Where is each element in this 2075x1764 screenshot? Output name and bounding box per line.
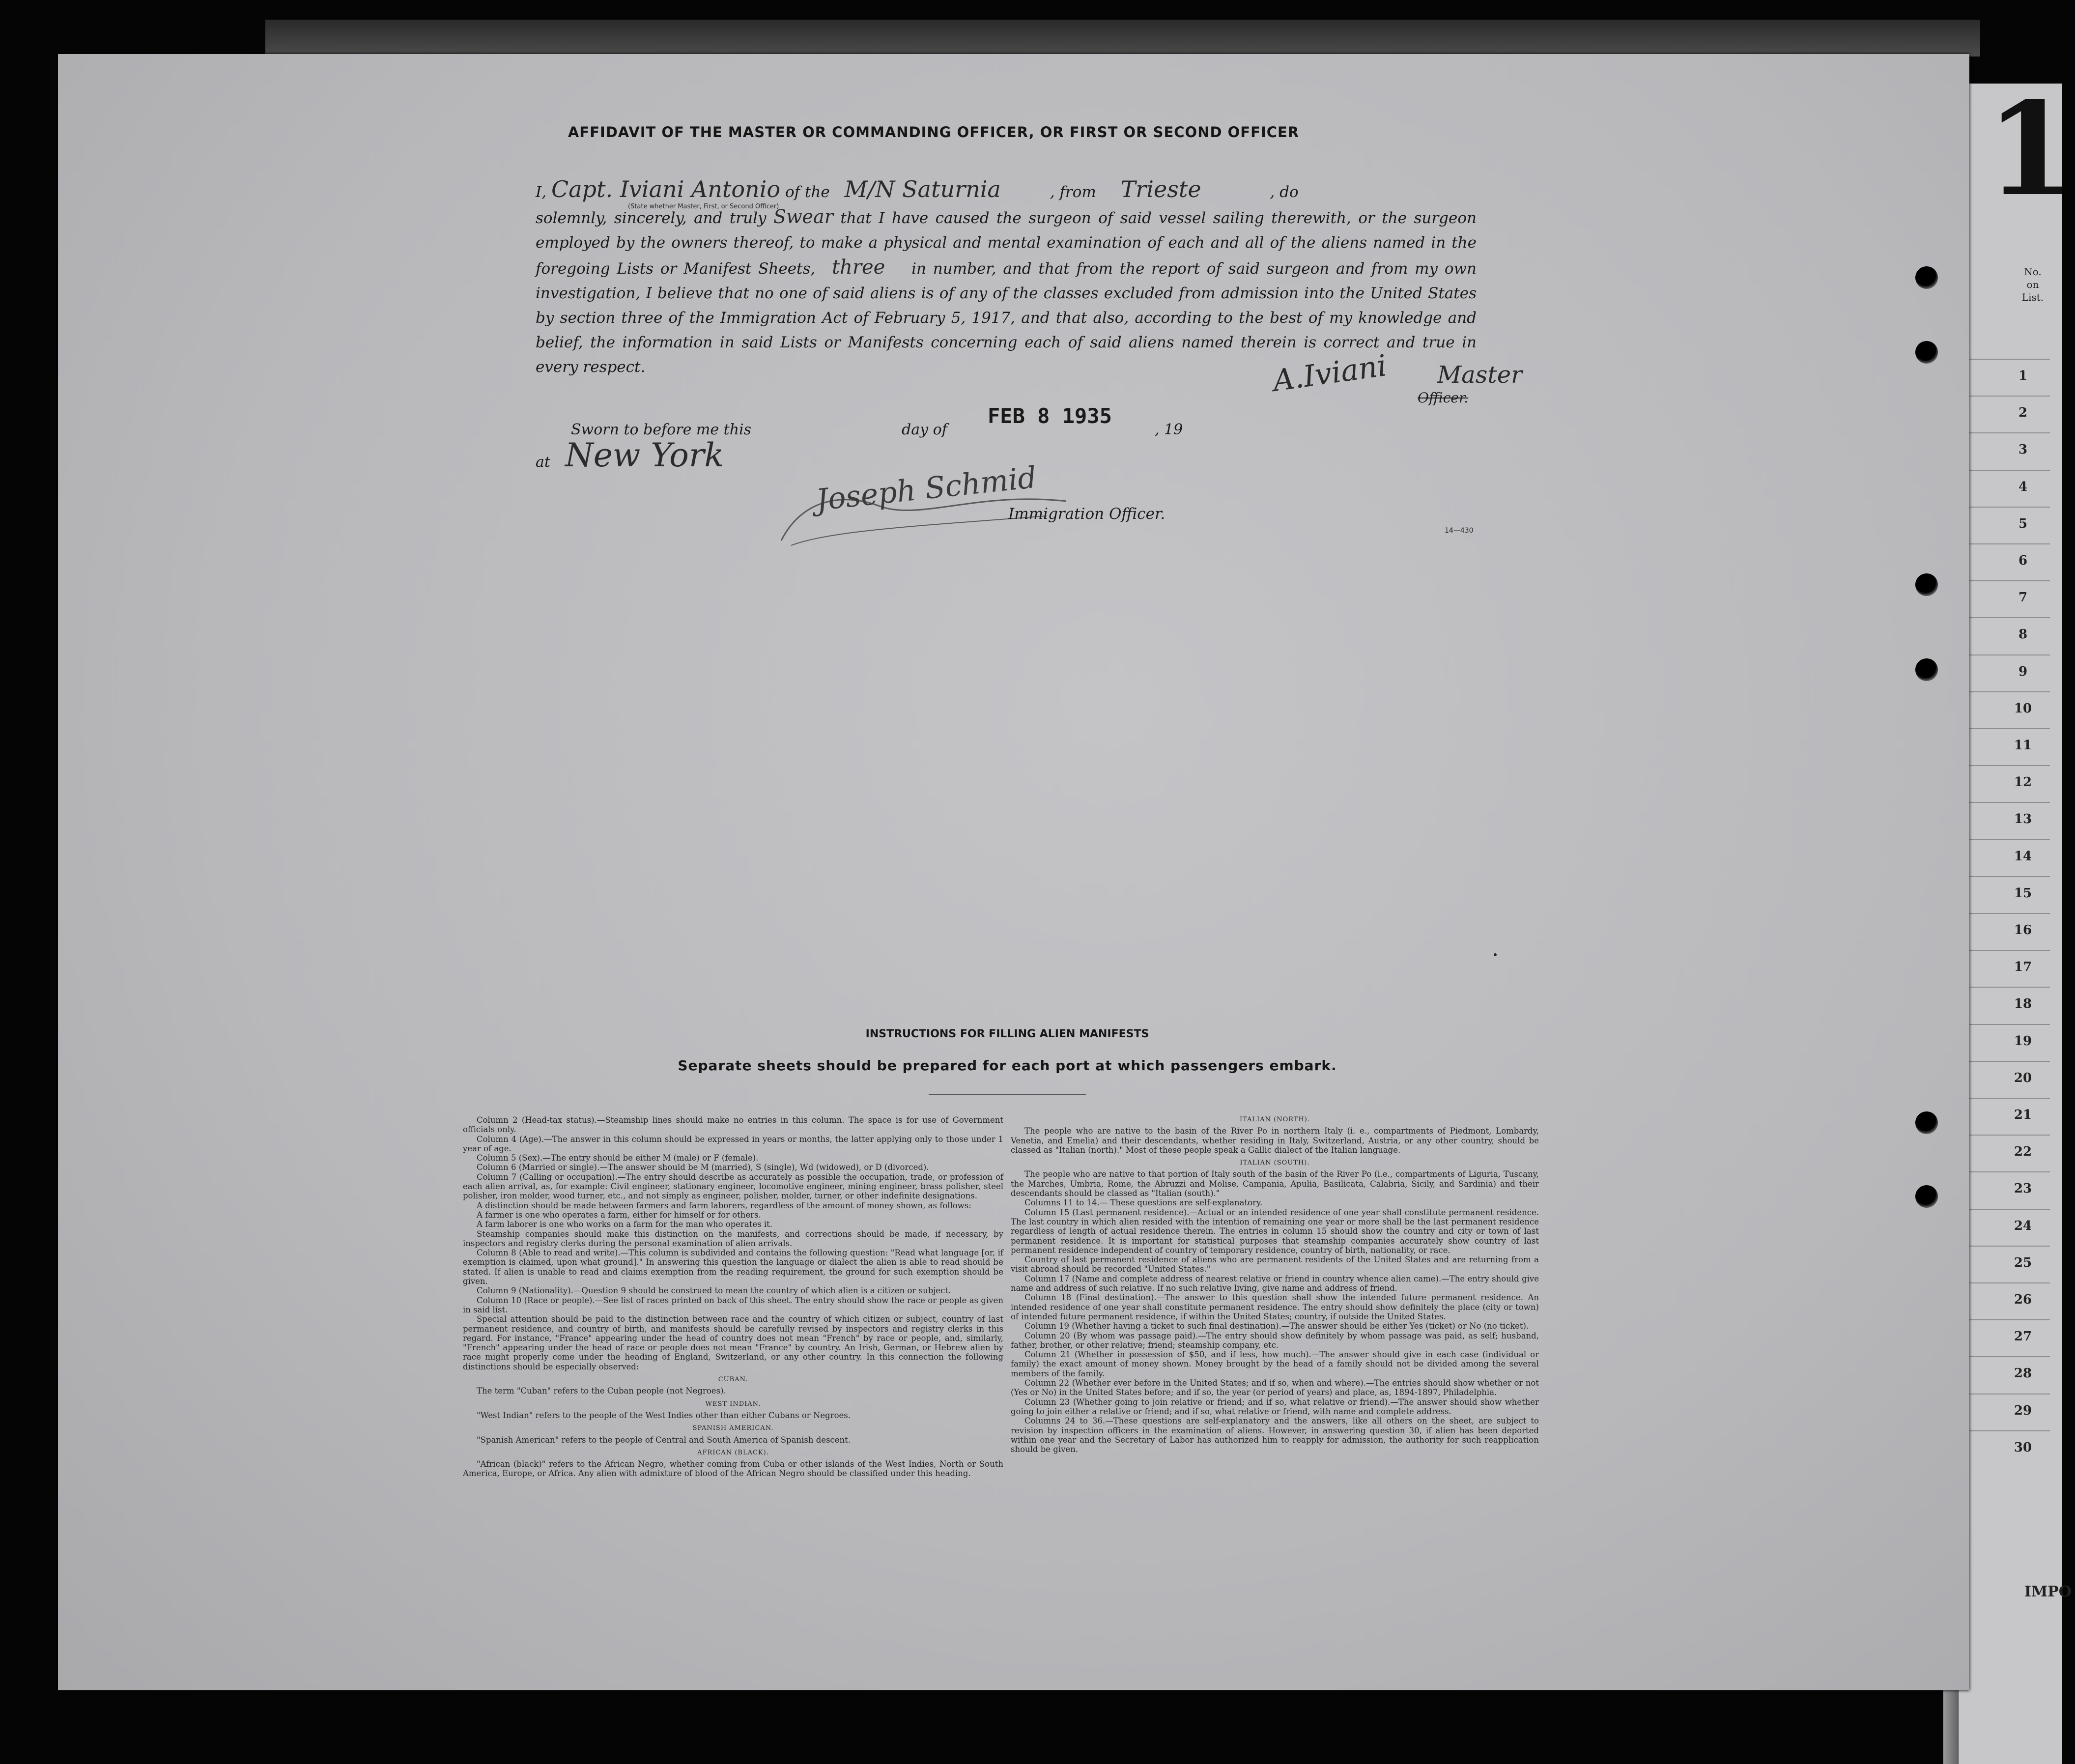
instruction-paragraph: A distinction should be made between farmers and farm laborers, regardless of the amount of money shown, as follows: <box>477 1200 971 1210</box>
list-row-number: 21 <box>2014 1108 2032 1122</box>
list-row-number: 16 <box>2014 923 2032 938</box>
officer-struck-word: Officer. <box>1418 390 1469 406</box>
instructions-left-column <box>463 1115 1003 1479</box>
row-rule <box>1959 1061 2050 1062</box>
list-row-number: 17 <box>2014 960 2032 975</box>
list-row-number: 12 <box>2014 775 2032 790</box>
instruction-paragraph: Column 8 (Able to read and write).—This column is subdivided and contains the following question: "Read what language [or, if exemption is claimed, upon what ground]." In answering this question the language or dialect the alien is able to read should be stated. If alien is unable to read and claims exemption from the reading requirement, the ground for such exemption should be given. <box>463 1248 1003 1286</box>
row-rule <box>1959 1209 2050 1210</box>
instructions-title: INSTRUCTIONS FOR FILLING ALIEN MANIFESTS <box>865 1028 1149 1040</box>
instruction-paragraph: Column 19 (Whether having a ticket to such final destination).—The answer should be either Yes (ticket) or No (no ticket). <box>1024 1321 1529 1331</box>
punch-hole <box>1915 266 1938 289</box>
row-rule <box>1959 1024 2050 1025</box>
affidavit-pre-name: I, <box>536 183 547 201</box>
at-label: at <box>536 454 550 471</box>
scan-speck <box>1494 953 1497 956</box>
instruction-paragraph: Column 9 (Nationality).—Question 9 should be construed to mean the country of which alien is a citizen or subject. <box>477 1286 951 1296</box>
row-rule <box>1959 839 2050 840</box>
instruction-paragraph: The term "Cuban" refers to the Cuban people (not Negroes). <box>477 1386 726 1396</box>
row-rule <box>1959 691 2050 692</box>
list-row-number: 7 <box>2018 590 2028 605</box>
list-row-number: 22 <box>2014 1144 2032 1160</box>
row-rule <box>1959 432 2050 433</box>
list-row-number: 30 <box>2014 1440 2032 1455</box>
instruction-paragraph: Column 4 (Age).—The answer in this column should be expressed in years or months, the latter applying only to those under 1 year of age. <box>463 1134 1003 1153</box>
master-name-handwritten: Capt. Iviani Antonio <box>551 176 781 202</box>
affidavit-title: AFFIDAVIT OF THE MASTER OR COMMANDING OFFICER, OR FIRST OR SECOND OFFICER <box>568 124 1300 141</box>
list-row-number: 10 <box>2014 701 2032 716</box>
sworn-label: Sworn to before me this <box>571 421 752 438</box>
row-rule <box>1959 617 2050 618</box>
instruction-paragraph: Steamship companies should make this distinction on the manifests, and corrections should be made, if necessary, by inspectors and registry clerks during the personal examination of alien arrivals. <box>463 1229 1003 1248</box>
punch-hole <box>1915 1111 1938 1134</box>
instructions-subtitle: Separate sheets should be prepared for each port at which passengers embark. <box>678 1057 1337 1074</box>
instruction-paragraph: Country of last permanent residence of aliens who are permanent residents of the United States and are returning from a visit abroad should be recorded "United States." <box>1011 1255 1539 1274</box>
row-rule <box>1959 580 2050 581</box>
instruction-paragraph: A farm laborer is one who works on a farm for the man who operates it. <box>477 1220 773 1229</box>
date-stamp: FEB 8 1935 <box>988 404 1112 428</box>
list-row-number: 14 <box>2014 849 2032 864</box>
oath-word-handwritten: Swear <box>773 206 833 228</box>
master-rank-handwritten: Master <box>1437 361 1523 389</box>
instruction-paragraph: Column 5 (Sex).—The entry should be either M (male) or F (female). <box>477 1153 759 1163</box>
instruction-heading: ITALIAN (SOUTH). <box>1240 1159 1310 1167</box>
list-row-number: 24 <box>2014 1218 2032 1233</box>
list-row-number: 23 <box>2014 1181 2032 1196</box>
row-rule <box>1959 470 2050 471</box>
instruction-paragraph: Column 21 (Whether in possession of $50, and if less, how much).—The answer should give in each case (individual or family) the exact amount of money shown. Money brought by the head of a family should not be divided among the several members of the family. <box>1011 1350 1539 1378</box>
list-row-number: 28 <box>2014 1366 2032 1381</box>
list-row-number: 11 <box>2014 738 2032 753</box>
instruction-paragraph: Column 7 (Calling or occupation).—The entry should describe as accurately as possible the occupation, trade, or profession of each alien arrival, as, for example: Civil engineer, stationary engineer, locomotive engineer, mining engineer, brass polisher, steel polisher, iron molder, wood turner, etc., and not simply as engineer, polisher, molder, turner, or other indefinite designations. <box>463 1172 1003 1201</box>
row-rule <box>1959 950 2050 951</box>
instruction-paragraph: Column 15 (Last permanent residence).—Actual or an intended residence of one year shall constitute permanent residence. The last country in which alien resided with the intention of remaining one year or more shall be the last permanent residence regardless of length of actual residence therein. The entries in column 15 should show the country and city or town of last permanent residence. It is important for statistical purposes that steamship companies accurately show country of last permanent residence independent of country of temporary residence, country of birth, nationality, or race. <box>1011 1207 1539 1255</box>
instruction-paragraph: A farmer is one who operates a farm, either for himself or for others. <box>477 1210 761 1220</box>
row-rule <box>1959 1246 2050 1247</box>
row-rule <box>1959 913 2050 914</box>
affidavit-line-rest: in number, and that from the report of said surgeon and from my own investigation, I believe that no one of said aliens is of any of the classes excluded from admission into the United States by section three of the Immigration Act of February 5, 1917, and that also, according to the best of my knowledge and belief, the information in said Lists or Manifests concerning each of said aliens named therein is correct and true in every respect. <box>536 260 1477 376</box>
instruction-heading: CUBAN. <box>718 1376 748 1384</box>
row-rule <box>1959 1356 2050 1357</box>
list-row-number: 3 <box>2018 442 2028 457</box>
instruction-paragraph: Column 17 (Name and complete address of nearest relative or friend in country whence alien came).—The entry should give name and address of such relative. If no such relative living, give name and address of friend. <box>1011 1274 1539 1293</box>
list-row-number: 5 <box>2018 516 2028 531</box>
list-row-number: 25 <box>2014 1255 2032 1270</box>
list-row-number: 26 <box>2014 1292 2032 1307</box>
instruction-paragraph: Column 20 (By whom was passage paid).—The entry should show definitely by whom passage was paid, as self; husband, father, brother, or other relative; friend; steamship company, etc. <box>1011 1331 1539 1350</box>
row-rule <box>1959 728 2050 729</box>
sheet-number: 1 <box>1986 75 2075 225</box>
affidavit-of-the: of the <box>785 183 830 201</box>
sheet-count-handwritten: three <box>832 256 885 279</box>
instructions-right-column <box>1011 1111 1539 1454</box>
instruction-paragraph: The people who are native to the basin of the River Po in northern Italy (i. e., compartments of Piedmont, Lombardy, Venetia, and Emelia) and their descendants, whether residing in Italy, Switzerland, Austria, or any other country, should be classed as "Italian (north)." Most of these people speak a Gallic dialect of the Italian language. <box>1011 1126 1539 1155</box>
list-row-number: 19 <box>2014 1033 2032 1049</box>
affidavit-line2-b: that I have caused the surgeon of said vessel sailing therewith, or the surgeon employed by the owners thereof, to make a physical and mental examination of each and all of the aliens named in the foregoing Lists or Manifest Sheets, <box>536 209 1477 278</box>
form-number: 14—430 <box>1445 527 1474 535</box>
officer-title: Immigration Officer. <box>1008 505 1165 523</box>
officer-signature: Joseph Schmid <box>814 460 1038 518</box>
place-handwritten: New York <box>565 436 724 474</box>
row-rule <box>1959 1135 2050 1136</box>
affidavit-from: , from <box>1050 183 1096 201</box>
row-rule <box>1959 1282 2050 1283</box>
row-rule <box>1959 654 2050 655</box>
list-row-number: 29 <box>2014 1403 2032 1418</box>
instruction-paragraph: Column 22 (Whether ever before in the United States; and if so, when and where).—The entries should show whether or not (Yes or No) in the United States before; and if so, the year (or period of years) and place, as, 1894-1897, Philadelphia. <box>1011 1378 1539 1397</box>
departure-port-handwritten: Trieste <box>1120 176 1201 202</box>
next-page-edge <box>1958 75 2075 1764</box>
master-signature: A.Iviani <box>1271 348 1389 398</box>
affidavit-do: , do <box>1270 183 1299 201</box>
instruction-paragraph: Column 23 (Whether going to join relative or friend; and if so, what relative or friend).—The answer should show whether going to join either a relative or friend; and if so, what relative or friend, with name and complete address. <box>1011 1397 1539 1416</box>
row-rule <box>1959 876 2050 877</box>
row-rule <box>1959 1430 2050 1431</box>
affidavit-line2-a: solemnly, sincerely, and truly <box>536 209 767 227</box>
punch-hole <box>1915 341 1938 364</box>
instruction-heading: WEST INDIAN. <box>705 1400 761 1408</box>
row-rule <box>1959 987 2050 988</box>
row-rule <box>1959 507 2050 508</box>
punch-hole <box>1915 658 1938 681</box>
instruction-paragraph: "Spanish American" refers to the people of Central and South America of Spanish descent. <box>477 1435 851 1445</box>
list-row-number: 8 <box>2018 627 2028 642</box>
list-row-number: 27 <box>2014 1329 2032 1344</box>
punch-hole <box>1915 573 1938 596</box>
list-row-number: 9 <box>2018 664 2028 679</box>
list-row-number: 20 <box>2014 1070 2032 1085</box>
list-row-number: 15 <box>2014 885 2032 901</box>
list-row-number: 4 <box>2018 479 2028 494</box>
list-row-number: 18 <box>2014 996 2032 1012</box>
instruction-heading: ITALIAN (NORTH). <box>1239 1116 1310 1123</box>
list-row-number: 6 <box>2018 553 2028 568</box>
instruction-paragraph: The people who are native to that portion of Italy south of the basin of the River Po (i.e., compartments of Liguria, Tuscany, the Marches, Umbria, Rome, the Abruzzi and Molise, Campania, Apulia, Basilicata, Calabria, Sicily, and Sardinia) and their descendants should be classed as "Italian (south)." <box>1011 1169 1539 1198</box>
row-rule <box>1959 543 2050 544</box>
year-suffix: , 19 <box>1155 421 1183 438</box>
instruction-heading: AFRICAN (BLACK). <box>697 1449 769 1456</box>
instruction-paragraph: "West Indian" refers to the people of the West Indies other than either Cubans or Negroes. <box>477 1410 851 1420</box>
row-rule <box>1959 765 2050 766</box>
instruction-paragraph: Column 2 (Head-tax status).—Steamship lines should make no entries in this column. The space is for use of Government officials only. <box>463 1115 1003 1135</box>
instruction-paragraph: Column 6 (Married or single).—The answer should be M (married), S (single), Wd (widowed), or D (divorced). <box>477 1163 929 1172</box>
punch-hole <box>1915 1185 1938 1208</box>
list-row-number: 2 <box>2018 405 2028 421</box>
next-page-footer-text: IMPO <box>2024 1583 2072 1600</box>
day-of-label: day of <box>902 421 947 438</box>
instruction-paragraph: "African (black)" refers to the African Negro, whether coming from Cuba or other islands of the West Indies, North or South America, Europe, or Africa. Any alien with admixture of blood of the African Negro should be classified under this heading. <box>463 1459 1003 1479</box>
row-rule <box>1959 802 2050 803</box>
instruction-paragraph: Column 18 (Final destination).—The answer to this question shall show the intended future permanent residence. An intended residence of one year shall constitute permanent residence. The entry should show definitely the place (city or town) of intended future permanent residence, if within the United States; country, if outside the United States. <box>1011 1293 1539 1321</box>
list-number-header: No. on List. <box>2021 266 2044 303</box>
row-rule <box>1959 1171 2050 1172</box>
instruction-paragraph: Column 10 (Race or people).—See list of races printed on back of this sheet. The entry should show the race or people as given in said list. <box>463 1295 1003 1314</box>
instruction-paragraph: Special attention should be paid to the distinction between race and the country of which citizen or subject, country of last permanent residence, and country of birth, and manifests should be carefully revised by inspectors and registry clerks in this regard. For instance, "France" appearing under the head of country does not mean "French" by race or people, and, similarly, "French" appearing under the head of race or people does not mean "France" by country. An Irish, German, or Hebrew alien by race might properly come under the heading of England, Switzerland, or any other country. In this connection the following distinctions should be especially observed: <box>463 1314 1003 1371</box>
vessel-name-handwritten: M/N Saturnia <box>844 176 1001 202</box>
row-rule <box>1959 1098 2050 1099</box>
row-rule <box>1959 359 2050 360</box>
rank-note: (State whether Master, First, or Second Officer) <box>628 203 779 210</box>
list-row-number: 13 <box>2014 812 2032 827</box>
background-page-strip <box>265 20 1980 57</box>
instruction-heading: SPANISH AMERICAN. <box>692 1424 774 1432</box>
row-rule <box>1959 1319 2050 1320</box>
instruction-paragraph: Columns 24 to 36.—These questions are self-explanatory and the answers, like all others on the sheet, are subject to revision by inspection officers in the examination of aliens. However, in answering question 30, if alien has been deported within one year and the Secretary of Labor has authorized him to reapply for admission, the authority for such reapplication should be given. <box>1011 1416 1539 1454</box>
instruction-paragraph: Columns 11 to 14.— These questions are self-explanatory. <box>1024 1198 1263 1208</box>
list-row-number: 1 <box>2018 369 2028 383</box>
row-rule <box>1959 396 2050 397</box>
instructions-divider <box>929 1094 1086 1095</box>
